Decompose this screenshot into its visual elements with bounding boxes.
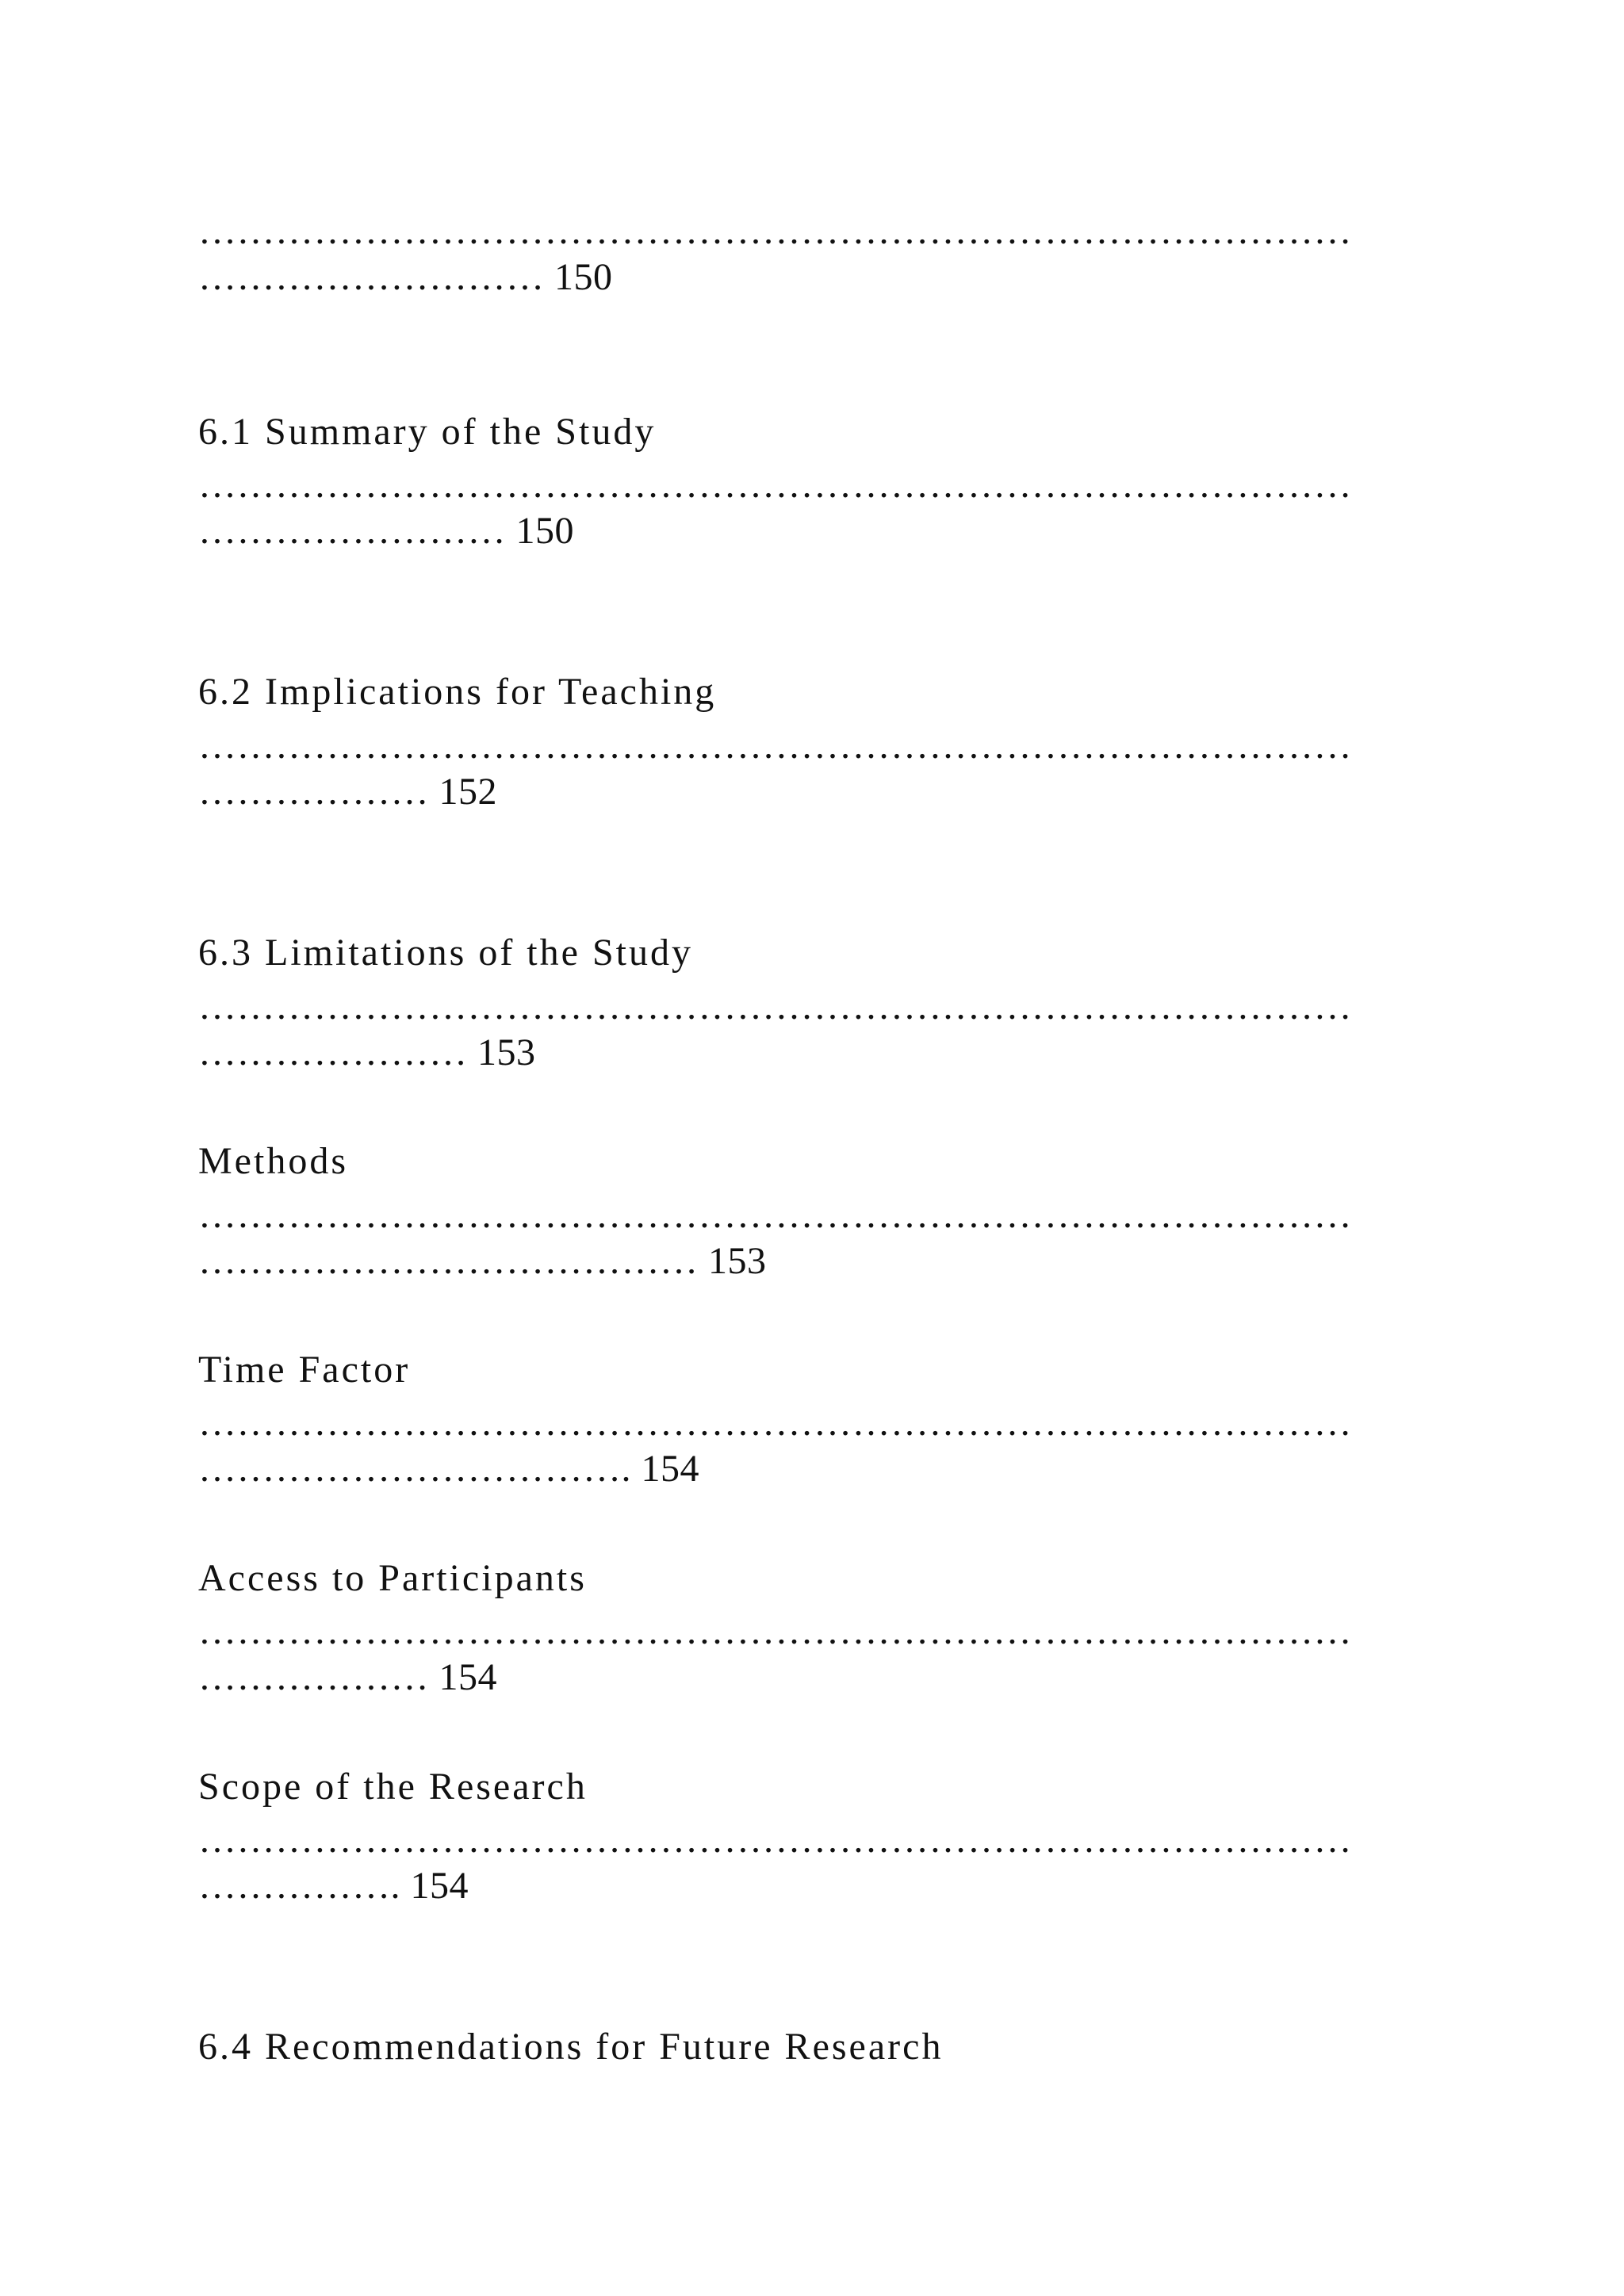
toc-entry-title: Methods (198, 1140, 348, 1182)
toc-leader-line: ……………………………………………………………………………… (198, 464, 1352, 506)
toc-leader-line: ……………………………………………………………………………… (198, 1610, 1352, 1652)
toc-leader-page: ……………. 154 (198, 1865, 469, 1907)
toc-leader-page: …………………… 150 (198, 510, 574, 552)
toc-leader-page: ……………………… 150 (198, 256, 613, 298)
toc-leader-page: ……………… 152 (198, 771, 497, 813)
toc-entry-title: Time Factor (198, 1349, 411, 1391)
toc-entry-title: 6.2 Implications for Teaching (198, 671, 717, 713)
toc-leader-line: ……………………………………………………………………………… (198, 1402, 1352, 1444)
toc-leader-page: ……………… 154 (198, 1656, 497, 1698)
toc-leader-line: ……………………………………………………………………………… (198, 985, 1352, 1027)
toc-entry-title: 6.3 Limitations of the Study (198, 932, 693, 974)
toc-entry-title: Scope of the Research (198, 1766, 588, 1808)
toc-leader-line: ……………………………………………………………………………… (198, 210, 1352, 252)
toc-entry-title: 6.1 Summary of the Study (198, 411, 657, 453)
toc-leader-page: ………………… 153 (198, 1031, 536, 1073)
toc-leader-page: ……………………………. 154 (198, 1448, 699, 1490)
toc-leader-line: ……………………………………………………………………………… (198, 725, 1352, 767)
toc-leader-line: ……………………………………………………………………………… (198, 1194, 1352, 1236)
toc-entry-title: Access to Participants (198, 1557, 587, 1599)
toc-leader-line: ……………………………………………………………………………… (198, 1819, 1352, 1861)
toc-entry-title: 6.4 Recommendations for Future Research (198, 2026, 944, 2068)
toc-leader-page: ………………………………… 153 (198, 1240, 767, 1282)
